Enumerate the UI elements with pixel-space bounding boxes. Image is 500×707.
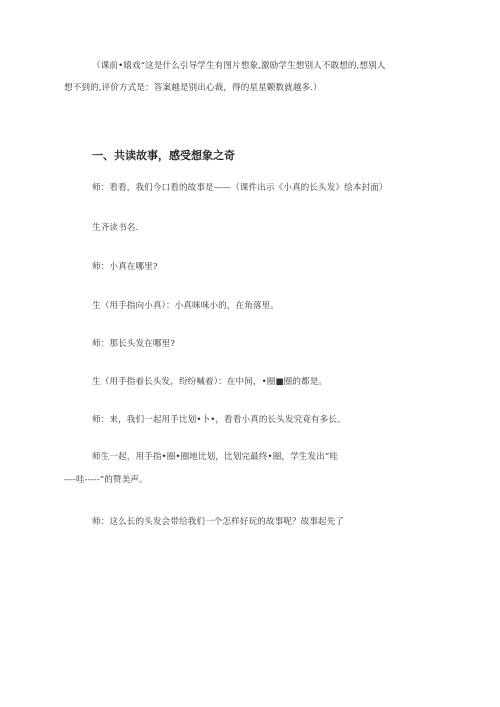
paragraph-7: 师：来，我们一起用手比划•卜•，看看小真的长头发究竟有多长。 [92,415,346,425]
paragraph-5: 师：那长头发在哪里? [92,339,175,349]
paragraph-4: 生（用手指向小真）：小真咪咪小的，在角落里。 [92,301,279,311]
intro-line-2: 想不到的,评价方式是：答案越是别出心裁，得的星星颗数就越多.） [64,83,322,93]
paragraph-8-line-2: ----哇-----”的赞美声。 [64,475,148,485]
intro-line-1: （课前•嬉戏“这是什么引导学生有图片想象,激励学生想别人不敢想的,想别人 [92,61,386,71]
paragraph-8-line-1: 师生一起，用手指•圈•圈地比划，比划完最终•圈，学生发出“哇 [92,452,339,462]
paragraph-6: 生（用手指着长头发，纷纷喊着）：在中间，•圈■圈的都是。 [92,377,328,387]
paragraph-3: 师：小真在哪里? [92,262,158,272]
section-heading: 一、共读故事，感受想象之奇 [92,149,235,162]
paragraph-1: 师：看看，我们今口看的故事是——（课件出示《小真的长头发》绘本封面） [92,183,388,193]
closing-paragraph: 师：这么长的头发会带给我们一个怎样好玩的故事呢？故事起先了 [92,517,345,527]
paragraph-2: 生齐读书名. [92,223,139,233]
